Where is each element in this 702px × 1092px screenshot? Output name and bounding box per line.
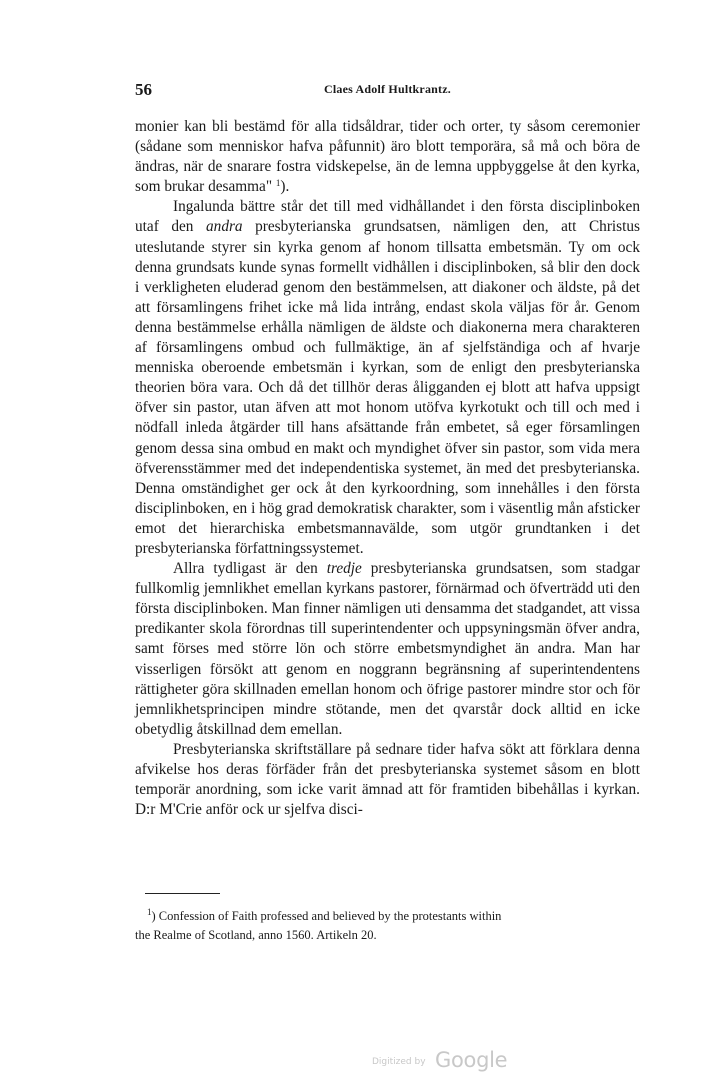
footnote-line-1 — [135, 907, 640, 926]
emphasis-text: andra — [206, 218, 243, 236]
page-header — [135, 80, 640, 102]
page-number: 56 — [135, 80, 152, 99]
text-run: Allra tydligast är den — [173, 560, 327, 578]
google-logo: Google — [435, 1048, 508, 1072]
text-run: ). — [280, 178, 290, 196]
google-watermark — [372, 1048, 522, 1076]
emphasis-text: tredje — [326, 560, 362, 578]
body-text — [135, 117, 640, 820]
text-run: presbyterianska grundsatsen, nämligen den, att Christus uteslutande styrer sin kyrka genom af honom tillsatta embetsmän. Ty om ock denna grundsats kunde synas formellt vidhållen i disciplinboken, så blir den dock i verkligheten eluderad genom den bestämmelsen, att diakoner och äldste, på det att församlingens frihet icke må lida intrång, endast skola väljas för år. Genom denna bestämmelse erhålla nämligen de äldste och diakonerna mera charakteren af församlingens ombud och fullmäktige, än af sjelfständiga och af hvarje menniska oberoende embetsmän i kyrkan, som de enligt den presbyterianska theorien böra vara. Och då det tillhör deras åligganden ej blott att hafva uppsigt öfver sin pastor, utan äfven att mot honom utöfva kyrkotukt och till och med i nödfall inleda åtgärder till hans afsättande från embetet, så eger församlingen genom dessa sina ombud en makt och myndighet öfver sin pastor, som vida mera öfverensstämmer med det independentiska systemet, än med det presbyterianska. Denna omständighet ger ock åt den kyrkoordning, som innehålles i den första disciplinboken, en i hög grad demokratisk charakter, som i väsentlig mån afsticker emot det hierarchiska embetsmannavälde, som utgör grundtanken i det presbyterianska författningssystemet. — [135, 218, 640, 557]
footnote-marker: 1 — [147, 907, 152, 917]
footnote — [135, 907, 640, 945]
text-run: Ingalunda bättre står det till med vidhållandet i den första disciplinboken utaf den — [135, 198, 640, 236]
paragraph — [135, 559, 640, 740]
text-run: presbyterianska grundsatsen, som stadgar fullkomlig jemnlikhet emellan kyrkans pastorer, förnärmad och öfverträdd uti den första disciplinboken. Man finner nämligen uti densamma det stadgandet, att vissa predikanter skola förordnas till superintendenter och uppsyningsmän öfver andra, samt förses med större lön och större embetsmyndighet än andra. Man har visserligen försökt att genom en noggrann begränsning af superintendentens rättigheter göra skillnaden emellan honom och öfrige pastorer mindre stor och för jemnlikhetsprincipen mindre stötande, men det qvarstår dock alltid en icke obetydlig åtskillnad dem emellan. — [135, 560, 640, 738]
paragraph — [135, 117, 640, 197]
running-head: Claes Adolf Hultkrantz. — [324, 82, 451, 96]
text-run: Presbyterianska skriftställare på sednare tider hafva sökt att förklara denna afvikelse hos deras förfäder från det presbyterianska systemet såsom en blott temporär anordning, som icke varit ämnad att för framtiden bibehållas i kyrkan. D:r M'Crie anför ock ur sjelfva disci- — [135, 740, 640, 819]
digitized-by-label: Digitized by — [372, 1057, 426, 1067]
paragraph — [135, 197, 640, 559]
text-run: monier kan bli bestämd för alla tidsåldrar, tider och orter, ty såsom ceremonier (sådane som menniskor hafva påfunnit) äro blott temporära, så må och böra de ändras, när de snarare fostra vidskepelse, än de lemna uppbyggelse åt den kyrka, som brukar desamma" — [135, 118, 640, 196]
footnote-rule — [145, 893, 220, 894]
footnote-text-1: ) Confession of Faith professed and believed by the protestants within — [151, 909, 502, 923]
footnote-line-2: the Realme of Scotland, anno 1560. Artikeln 20. — [135, 928, 377, 942]
paragraph — [135, 740, 640, 820]
footnote-reference: 1 — [275, 178, 281, 189]
